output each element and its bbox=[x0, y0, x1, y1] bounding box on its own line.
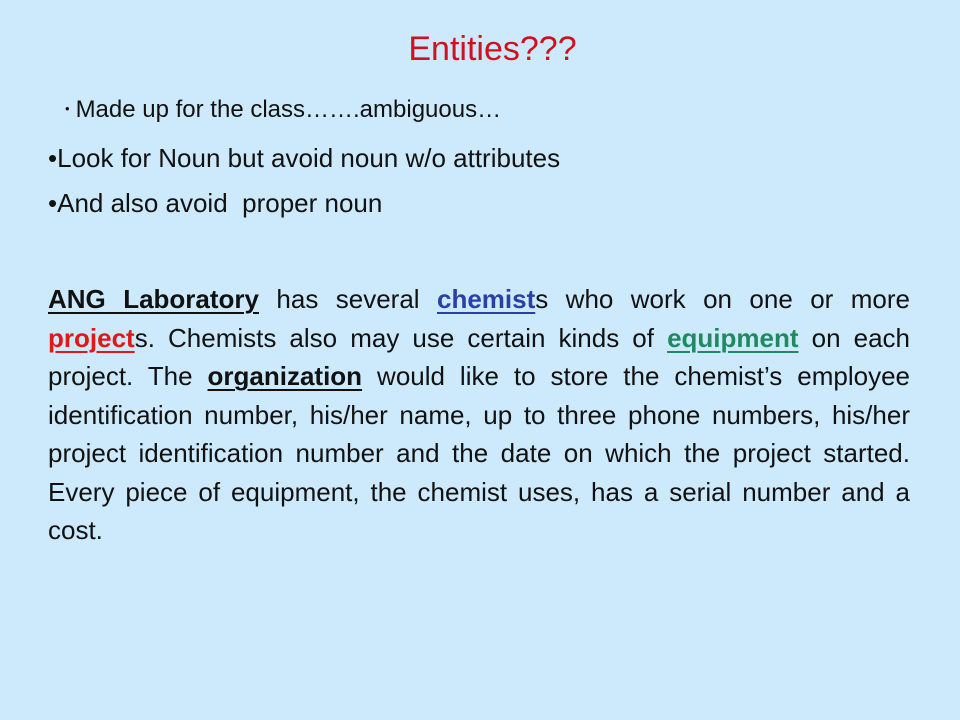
paragraph-text: s. Chemists also may use certain kinds of bbox=[134, 322, 668, 353]
paragraph-text: has several bbox=[259, 284, 437, 314]
bullet-text: And also avoid proper noun bbox=[57, 188, 383, 218]
bullet-item bbox=[48, 143, 560, 174]
bullet-text: Made up for the class…….ambiguous… bbox=[75, 96, 502, 123]
bullet-marker: • bbox=[48, 188, 58, 218]
keyword-chemist: chemist bbox=[436, 284, 536, 314]
paragraph-text: on each project. The bbox=[48, 322, 910, 391]
bullet-marker: • bbox=[48, 143, 58, 173]
keyword-organization: organization bbox=[207, 361, 363, 391]
paragraph-text: s who work on one or more bbox=[535, 284, 910, 314]
keyword-ang-laboratory: ANG Laboratory bbox=[48, 284, 259, 314]
bullet-item bbox=[65, 96, 501, 124]
keyword-equipment: equipment bbox=[667, 322, 799, 353]
slide-title: Entities??? bbox=[408, 30, 577, 68]
bullet-marker: • bbox=[65, 101, 70, 116]
bullet-text: Look for Noun but avoid noun w/o attributes bbox=[57, 143, 561, 173]
paragraph-text: would like to store the chemist’s employee identification number, his/her name, up to three phone numbers, his/her project identification number and the date on which the project started. Every piece of equipment, the chemist uses, has a serial number and a cost. bbox=[48, 361, 910, 545]
bullet-item bbox=[48, 188, 382, 219]
keyword-project: project bbox=[48, 322, 135, 353]
case-description-paragraph bbox=[48, 280, 910, 550]
